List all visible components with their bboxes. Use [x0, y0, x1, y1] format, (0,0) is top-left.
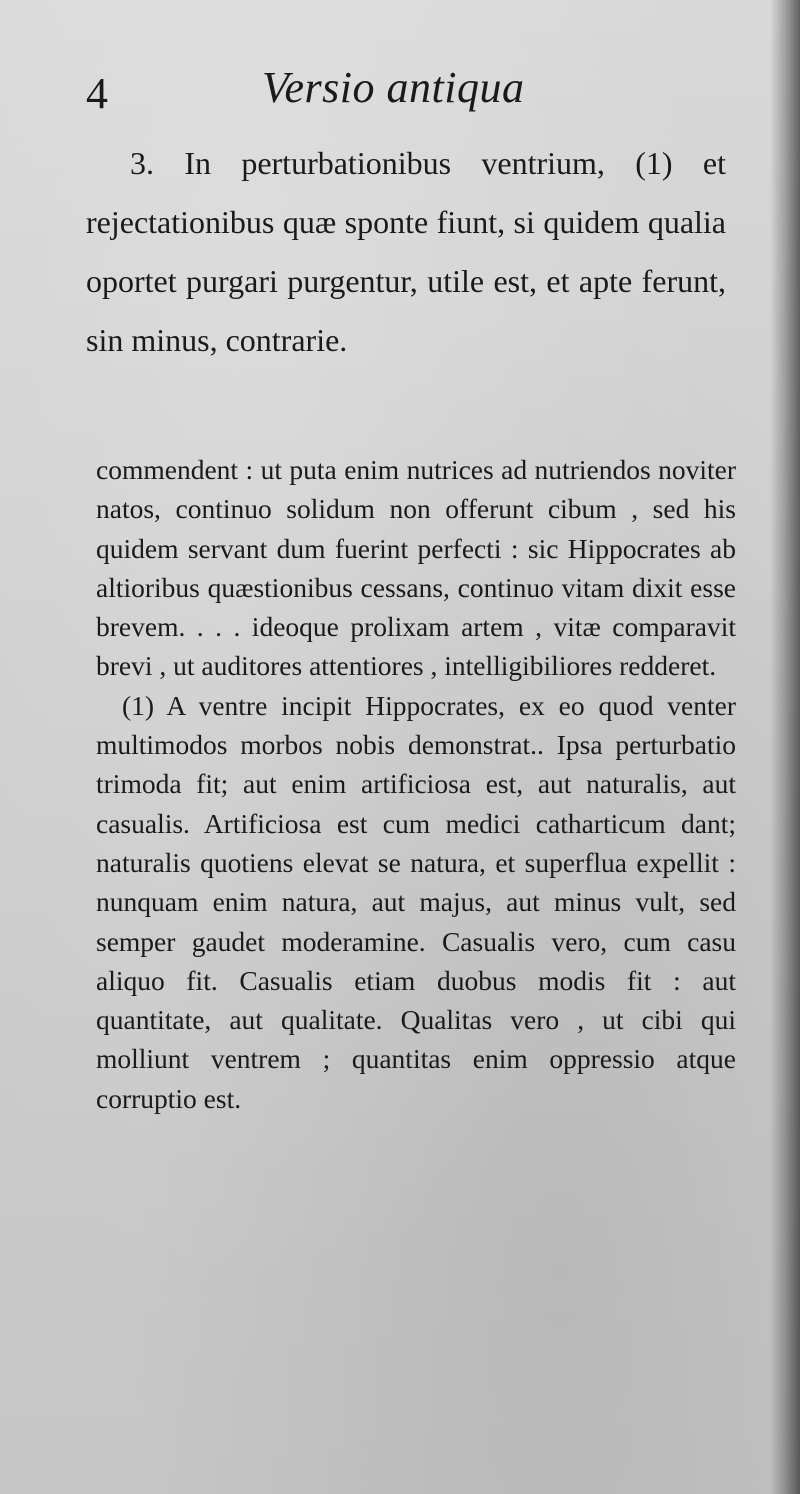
- aphorism-text: 3. In perturbationibus ventrium, (1) et rejectationibus quæ sponte fiunt, si quidem qualia oportet purgari purgentur, utile est, et apte ferunt, sin minus, contrarie.: [86, 145, 726, 358]
- running-title: Versio antiqua: [262, 63, 525, 112]
- binding-shadow: [770, 0, 800, 1494]
- commentary-block: [96, 450, 736, 1118]
- page-header: [86, 62, 726, 122]
- footnote-1: (1) A ventre incipit Hippocrates, ex eo quod venter multimodos morbos nobis demonstrat.. Ipsa perturbatio trimoda fit; aut enim artificiosa est, aut naturalis, aut casualis. Artificiosa est cum medici catharticum dant; naturalis quotiens elevat se natura, et superflua expellit : nunquam enim natura, aut majus, aut minus vult, sed semper gaudet moderamine. Casualis vero, cum casu aliquo fit. Casualis etiam duobus modis fit : aut quantitate, aut qualitate. Qualitas vero , ut cibi qui molliunt ventrem ; quantitas enim oppressio atque corruptio est.: [96, 689, 736, 1114]
- commentary-continuation: commendent : ut puta enim nutrices ad nutriendos noviter natos, continuo solidum non offerunt cibum , sed his quidem servant dum fuerint perfecti : sic Hippocrates ab altioribus quæstionibus cessans, continuo vitam dixit esse brevem. . . . ideoque prolixam artem , vitæ comparavit brevi , ut auditores attentiores , intelligibiliores redderet.: [96, 454, 736, 682]
- page-number: 4: [86, 69, 108, 118]
